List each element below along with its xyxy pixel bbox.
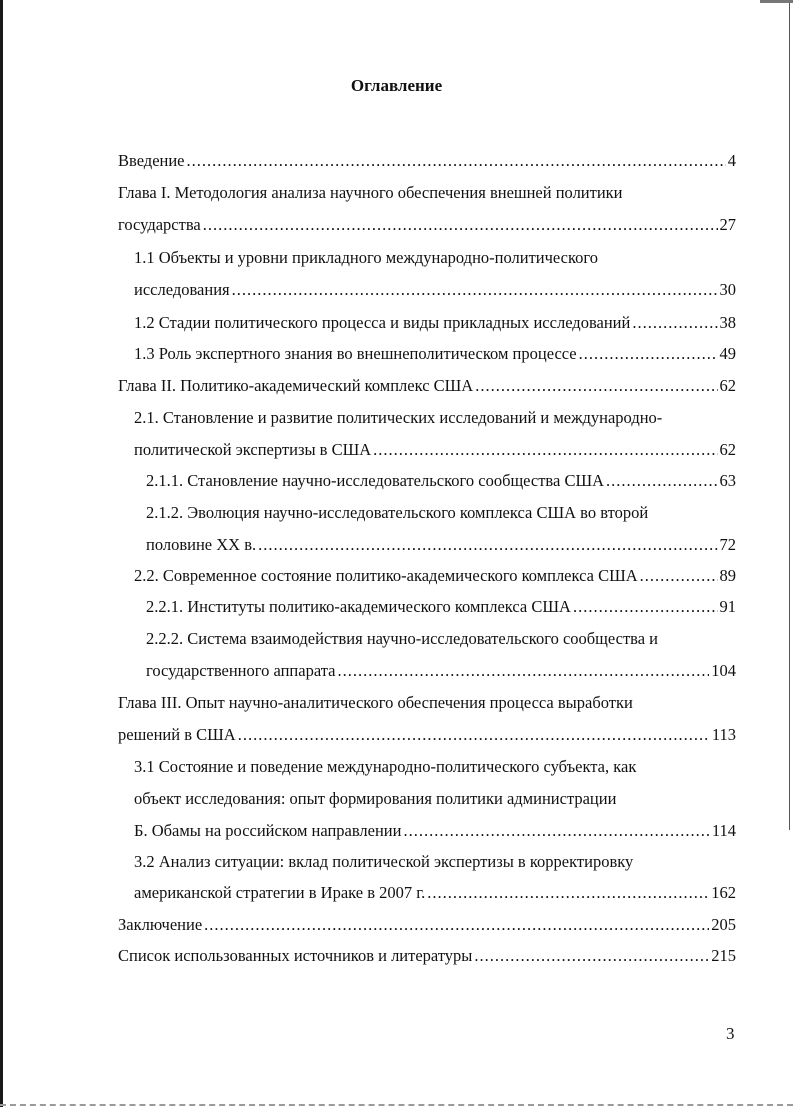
toc-page: 62 bbox=[719, 376, 736, 395]
toc-entry-ch3-line1[interactable] bbox=[118, 693, 633, 713]
toc-label: 2.1.2. Эволюция научно-исследовательского комплекса США во второй bbox=[146, 503, 649, 522]
toc-page: 4 bbox=[727, 151, 736, 170]
toc-leader bbox=[475, 376, 717, 396]
toc-page: 49 bbox=[719, 344, 736, 363]
toc-label: 3.1 Состояние и поведение международно-политического субъекта, как bbox=[134, 757, 637, 776]
toc-leader bbox=[204, 915, 709, 935]
scan-right-edge bbox=[789, 0, 790, 830]
toc-leader bbox=[403, 821, 709, 841]
toc-entry-s2-1-2[interactable] bbox=[146, 535, 736, 555]
toc-label: 2.2.2. Система взаимодействия научно-исследовательского сообщества и bbox=[146, 629, 659, 648]
toc-entry-s2-1[interactable] bbox=[134, 440, 736, 460]
toc-leader bbox=[187, 151, 726, 171]
toc-entry-s1-1[interactable] bbox=[134, 280, 736, 300]
toc-entry-s1-3[interactable] bbox=[134, 344, 736, 364]
toc-entry-s3-1-line1[interactable] bbox=[134, 757, 636, 777]
toc-label: Введение bbox=[118, 151, 185, 170]
page-number: 3 bbox=[726, 1024, 735, 1043]
toc-entry-ch1-line1[interactable] bbox=[118, 183, 623, 203]
toc-leader bbox=[427, 883, 709, 903]
toc-page: 30 bbox=[719, 280, 736, 299]
toc-label: 3.2 Анализ ситуации: вклад политической экспертизы в корректировку bbox=[134, 852, 634, 871]
toc-label: государства bbox=[118, 215, 201, 234]
toc-entry-s2-1-1[interactable] bbox=[146, 471, 736, 491]
toc-label: 1.2 Стадии политического процесса и виды прикладных исследований bbox=[134, 313, 631, 332]
toc-page: 27 bbox=[719, 215, 736, 234]
toc-entry-s3-1-line2[interactable] bbox=[134, 789, 616, 809]
toc-entry-s3-2[interactable] bbox=[134, 883, 736, 903]
toc-entry-ch2[interactable] bbox=[118, 376, 736, 396]
toc-entry-s3-2-line1[interactable] bbox=[134, 852, 633, 872]
toc-label: половине XX в. bbox=[146, 535, 257, 554]
toc-page: 162 bbox=[711, 883, 736, 902]
toc-leader bbox=[258, 535, 717, 555]
toc-leader bbox=[203, 215, 718, 235]
toc-entry-intro[interactable] bbox=[118, 151, 736, 171]
toc-label: Б. Обамы на российском направлении bbox=[134, 821, 402, 840]
toc-leader bbox=[232, 280, 718, 300]
toc-label: Глава II. Политико-академический комплекс США bbox=[118, 376, 474, 395]
toc-page: 62 bbox=[719, 440, 736, 459]
toc-leader bbox=[573, 597, 718, 617]
toc-leader bbox=[373, 440, 717, 460]
toc-entry-s2-2-2-line1[interactable] bbox=[146, 629, 658, 649]
toc-page: 113 bbox=[711, 725, 736, 744]
toc-label: 2.2.1. Институты политико-академического комплекса США bbox=[146, 597, 571, 616]
toc-label: исследования bbox=[134, 280, 230, 299]
toc-entry-ch3[interactable] bbox=[118, 725, 736, 745]
toc-label: 1.3 Роль экспертного знания во внешнеполитическом процессе bbox=[134, 344, 577, 363]
toc-entry-s2-2-2[interactable] bbox=[146, 661, 736, 681]
toc-label: объект исследования: опыт формирования политики администрации bbox=[134, 789, 617, 808]
toc-leader bbox=[337, 661, 709, 681]
toc-page: 114 bbox=[711, 821, 736, 840]
toc-page: 63 bbox=[719, 471, 736, 490]
toc-page: 91 bbox=[719, 597, 736, 616]
scan-left-edge bbox=[0, 0, 3, 1107]
toc-label: Глава I. Методология анализа научного обеспечения внешней политики bbox=[118, 183, 623, 202]
toc-entry-s2-1-line1[interactable] bbox=[134, 408, 662, 428]
toc-entry-s2-2-1[interactable] bbox=[146, 597, 736, 617]
scan-bottom-edge bbox=[0, 1104, 793, 1106]
toc-entry-s2-1-2-line1[interactable] bbox=[146, 503, 648, 523]
toc-page: 215 bbox=[711, 946, 736, 965]
toc-entry-conclusion[interactable] bbox=[118, 915, 736, 935]
toc-entry-s2-2[interactable] bbox=[134, 566, 736, 586]
toc-leader bbox=[640, 566, 718, 586]
toc-entry-ch1[interactable] bbox=[118, 215, 736, 235]
toc-page: 89 bbox=[719, 566, 736, 585]
toc-page: 72 bbox=[719, 535, 736, 554]
toc-page: 104 bbox=[711, 661, 736, 680]
toc-label: 2.2. Современное состояние политико-академического комплекса США bbox=[134, 566, 638, 585]
toc-label: американской стратегии в Ираке в 2007 г. bbox=[134, 883, 426, 902]
toc-label: 2.1.1. Становление научно-исследовательского сообщества США bbox=[146, 471, 605, 490]
toc-leader bbox=[474, 946, 709, 966]
toc-label: Заключение bbox=[118, 915, 203, 934]
toc-label: Список использованных источников и литературы bbox=[118, 946, 473, 965]
toc-leader bbox=[579, 344, 718, 364]
toc-page: 205 bbox=[711, 915, 736, 934]
toc-label: политической экспертизы в США bbox=[134, 440, 372, 459]
toc-label: решений в США bbox=[118, 725, 236, 744]
toc-entry-sources[interactable] bbox=[118, 946, 736, 966]
page-title: Оглавление bbox=[350, 76, 443, 95]
toc-label: 2.1. Становление и развитие политических исследований и международно- bbox=[134, 408, 663, 427]
toc-label: государственного аппарата bbox=[146, 661, 336, 680]
toc-label: 1.1 Объекты и уровни прикладного международно-политического bbox=[134, 248, 599, 267]
toc-label: Глава III. Опыт научно-аналитического обеспечения процесса выработки bbox=[118, 693, 633, 712]
toc-leader bbox=[632, 313, 717, 333]
scan-corner-mark bbox=[760, 0, 793, 3]
toc-entry-s3-1[interactable] bbox=[134, 821, 736, 841]
toc-page: 38 bbox=[719, 313, 736, 332]
toc-entry-s1-1-line1[interactable] bbox=[134, 248, 598, 268]
toc-leader bbox=[238, 725, 710, 745]
toc-entry-s1-2[interactable] bbox=[134, 313, 736, 333]
toc-leader bbox=[606, 471, 717, 491]
